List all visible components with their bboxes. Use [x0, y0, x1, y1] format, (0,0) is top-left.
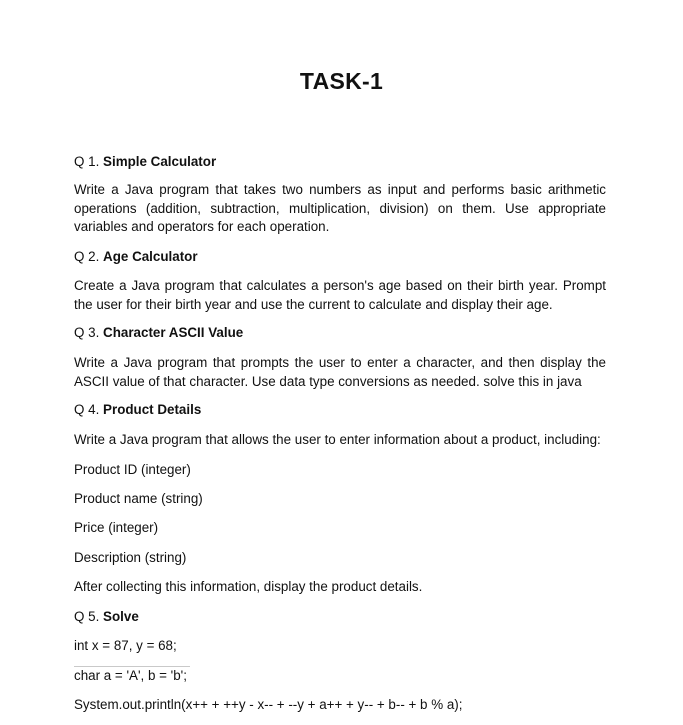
question-number: Q 1. [74, 154, 100, 169]
product-field-item: Product name (string) [74, 491, 203, 506]
product-field-item: Product ID (integer) [74, 462, 191, 477]
code-line: int x = 87, y = 68; [74, 638, 177, 653]
product-field-item: Price (integer) [74, 520, 159, 535]
question-5 [74, 608, 606, 626]
question-4-intro: Write a Java program that allows the user to enter information about a product, including: [74, 432, 601, 447]
question-title: Solve [103, 609, 139, 624]
question-title: Age Calculator [103, 249, 198, 264]
code-line: System.out.println(x++ + ++y - x-- + --y + a++ + y-- + b-- + b % a); [74, 697, 463, 712]
question-2 [74, 248, 606, 266]
question-title: Simple Calculator [103, 154, 217, 169]
page-title: TASK-1 [299, 68, 384, 94]
question-title: Product Details [103, 402, 202, 417]
question-heading [74, 248, 606, 266]
question-1 [74, 153, 606, 171]
question-3-body: Write a Java program that prompts the user to enter a character, and then display the ASCII value of that character. Use data type conversions as needed. solve this in java [74, 355, 606, 389]
question-4-outro: After collecting this information, display the product details. [74, 579, 423, 594]
question-number: Q 3. [74, 325, 100, 340]
question-heading [74, 401, 606, 419]
question-number: Q 4. [74, 402, 100, 417]
question-heading [74, 153, 606, 171]
code-line: char a = 'A', b = 'b'; [74, 668, 187, 683]
question-number: Q 5. [74, 609, 100, 624]
question-2-body: Create a Java program that calculates a person's age based on their birth year. Prompt the user for their birth year and use the current to calculate and display their age. [74, 278, 606, 312]
question-number: Q 2. [74, 249, 100, 264]
question-heading [74, 324, 606, 342]
question-1-body: Write a Java program that takes two numbers as input and performs basic arithmetic operations (addition, subtraction, multiplication, division) on them. Use appropriate variables and operators for each operation. [74, 182, 606, 235]
question-title: Character ASCII Value [103, 325, 244, 340]
question-3 [74, 324, 606, 342]
question-heading [74, 608, 606, 626]
question-4 [74, 401, 606, 419]
product-field-item: Description (string) [74, 550, 187, 565]
